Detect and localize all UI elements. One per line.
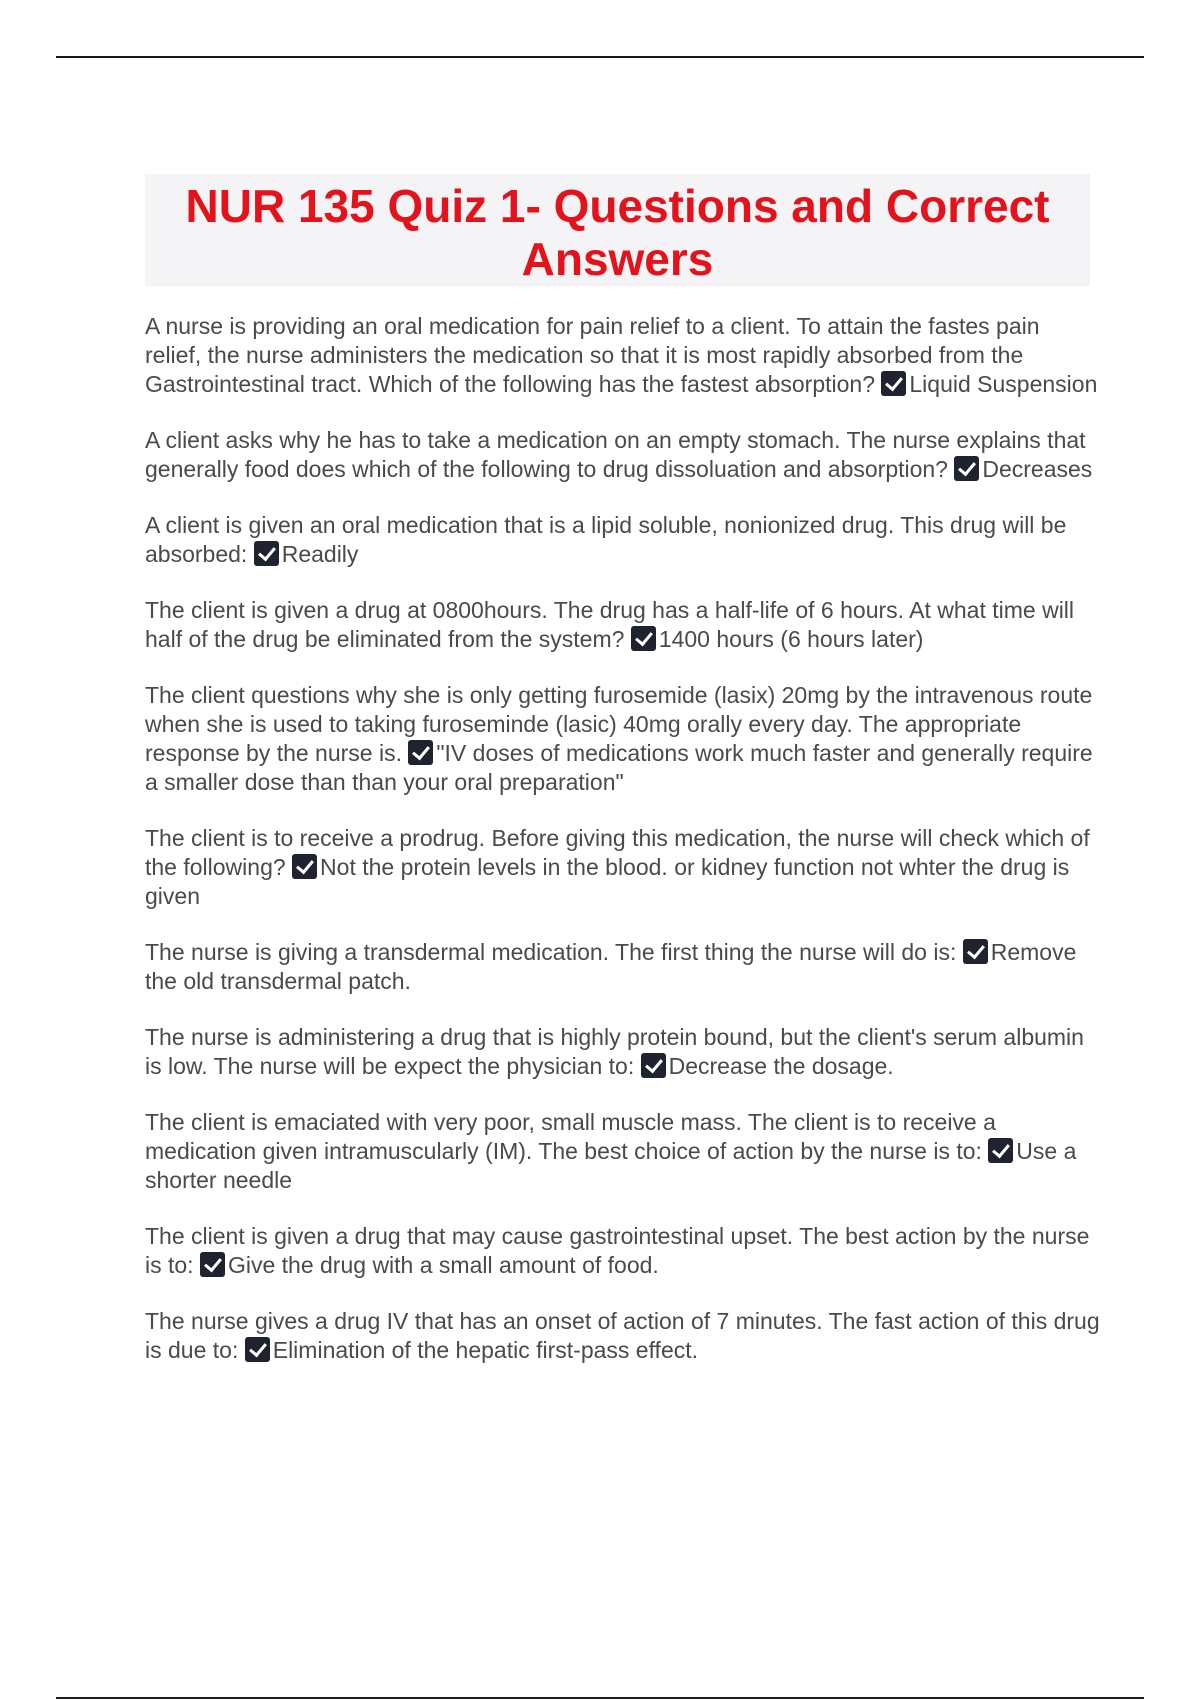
check-box-icon xyxy=(245,1337,270,1362)
check-box-icon xyxy=(408,740,433,765)
qa-item xyxy=(145,1222,1100,1280)
qa-item xyxy=(145,824,1100,911)
top-rule xyxy=(56,56,1144,58)
answer-text: Readily xyxy=(281,541,359,567)
qa-item xyxy=(145,596,1100,654)
question-text: The client is emaciated with very poor, small muscle mass. The client is to receive a medication given intramuscularly (IM). The best choice of action by the nurse is to: xyxy=(145,1109,996,1164)
qa-item xyxy=(145,1023,1100,1081)
answer-text: 1400 hours (6 hours later) xyxy=(658,626,924,652)
answer-text: Liquid Suspension xyxy=(909,371,1098,397)
qa-item xyxy=(145,681,1100,797)
check-box-icon xyxy=(988,1138,1013,1163)
check-box-icon xyxy=(963,939,988,964)
check-box-icon xyxy=(292,854,317,879)
question-text: The nurse gives a drug IV that has an onset of action of 7 minutes. The fast action of this drug is due to: xyxy=(145,1308,1100,1363)
question-text: A client is given an oral medication that is a lipid soluble, nonionized drug. This drug will be absorbed: xyxy=(145,512,1067,567)
answer-text: Decrease the dosage. xyxy=(668,1053,894,1079)
answer-text: Elimination of the hepatic first-pass effect. xyxy=(272,1337,699,1363)
qa-item xyxy=(145,1307,1100,1365)
document-title: NUR 135 Quiz 1- Questions and Correct Answers xyxy=(185,180,1050,285)
answer-text: Remove the old transdermal patch. xyxy=(145,939,1077,994)
qa-item xyxy=(145,938,1100,996)
answer-text: "IV doses of medications work much faster and generally require a smaller dose than than your oral preparation" xyxy=(145,740,1093,795)
bottom-rule xyxy=(56,1697,1144,1699)
answer-text: Give the drug with a small amount of food. xyxy=(227,1252,659,1278)
question-text: The client is to receive a prodrug. Before giving this medication, the nurse will check which of the following? xyxy=(145,825,1090,880)
check-box-icon xyxy=(641,1053,666,1078)
question-text: The client is given a drug that may cause gastrointestinal upset. The best action by the nurse is to: xyxy=(145,1223,1090,1278)
question-text: The client is given a drug at 0800hours. The drug has a half-life of 6 hours. At what time will half of the drug be eliminated from the system? xyxy=(145,597,1075,652)
qa-item xyxy=(145,1108,1100,1195)
question-text: The client questions why she is only getting furosemide (lasix) 20mg by the intravenous route when she is used to taking furoseminde (lasic) 40mg orally every day. The appropriate response by the nurse is. xyxy=(145,682,1093,766)
check-box-icon xyxy=(954,456,979,481)
answer-text: Use a shorter needle xyxy=(145,1138,1077,1193)
qa-list xyxy=(145,312,1100,1392)
qa-item xyxy=(145,312,1100,399)
question-text: The nurse is giving a transdermal medication. The first thing the nurse will do is: xyxy=(145,939,957,965)
qa-item xyxy=(145,426,1100,484)
question-text: A client asks why he has to take a medication on an empty stomach. The nurse explains that generally food does which of the following to drug dissoluation and absorption? xyxy=(145,427,1086,482)
question-text: The nurse is administering a drug that is highly protein bound, but the client's serum albumin is low. The nurse will be expect the physician to: xyxy=(145,1024,1084,1079)
question-text: A nurse is providing an oral medication for pain relief to a client. To attain the fastes pain relief, the nurse administers the medication so that it is most rapidly absorbed from the Gastrointestinal tract. Which of the following has the fastest absorption? xyxy=(145,313,1040,397)
answer-text: Decreases xyxy=(982,456,1093,482)
check-box-icon xyxy=(200,1252,225,1277)
check-box-icon xyxy=(254,541,279,566)
qa-item xyxy=(145,511,1100,569)
check-box-icon xyxy=(631,626,656,651)
answer-text: Not the protein levels in the blood. or kidney function not whter the drug is given xyxy=(145,854,1070,909)
check-box-icon xyxy=(881,371,906,396)
title-banner xyxy=(145,174,1090,286)
